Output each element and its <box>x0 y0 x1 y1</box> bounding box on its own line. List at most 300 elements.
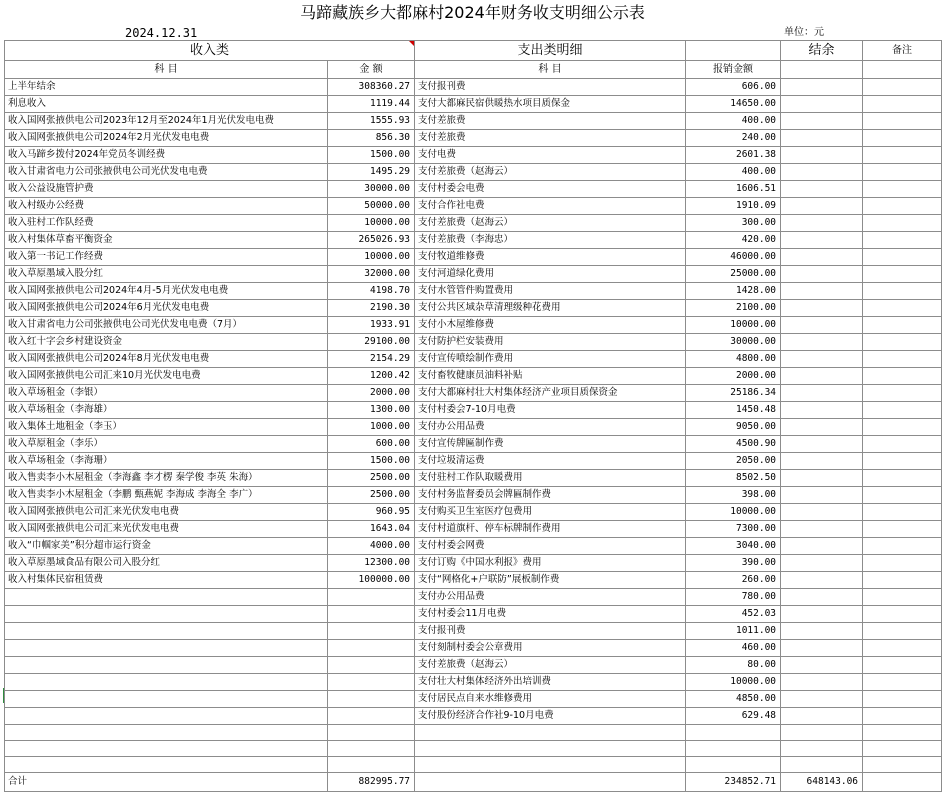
table-row <box>5 385 942 402</box>
expense-amount-cell[interactable]: 390.00 <box>686 555 781 572</box>
balance-cell[interactable] <box>781 96 863 113</box>
remarks-cell[interactable] <box>863 317 942 334</box>
income-amount-cell[interactable]: 1643.04 <box>328 521 415 538</box>
income-subject-cell[interactable] <box>5 623 328 640</box>
expense-subject-cell[interactable]: 支付“网格化+户联防”展板制作费 <box>415 572 686 589</box>
expense-amount-cell[interactable]: 420.00 <box>686 232 781 249</box>
balance-cell[interactable] <box>781 215 863 232</box>
expense-amount-cell[interactable]: 606.00 <box>686 79 781 96</box>
income-amount-cell[interactable]: 4000.00 <box>328 538 415 555</box>
remarks-cell[interactable] <box>863 300 942 317</box>
remarks-cell[interactable] <box>863 487 942 504</box>
expense-total[interactable]: 234852.71 <box>686 773 781 792</box>
income-amount-cell[interactable]: 100000.00 <box>328 572 415 589</box>
income-amount-cell[interactable] <box>328 708 415 725</box>
remarks-cell[interactable] <box>863 521 942 538</box>
income-amount-cell[interactable]: 960.95 <box>328 504 415 521</box>
balance-cell[interactable] <box>781 419 863 436</box>
expense-amount-cell[interactable]: 400.00 <box>686 113 781 130</box>
remarks-cell[interactable] <box>863 504 942 521</box>
expense-subject-cell[interactable]: 支付村务监督委员会牌匾制作费 <box>415 487 686 504</box>
expense-total-label-cell[interactable] <box>415 773 686 792</box>
remarks-cell[interactable] <box>863 334 942 351</box>
remarks-cell[interactable] <box>863 266 942 283</box>
income-subject-cell[interactable]: 收入草原租金（李乐） <box>5 436 328 453</box>
income-subject-cell[interactable]: 收入国网张掖供电公司汇来光伏发电电费 <box>5 504 328 521</box>
remarks-cell[interactable] <box>863 249 942 266</box>
income-subject-cell[interactable]: 收入村级办公经费 <box>5 198 328 215</box>
remarks-cell[interactable] <box>863 757 942 773</box>
expense-subject-cell[interactable]: 支付宣传喷绘制作费用 <box>415 351 686 368</box>
income-amount-cell[interactable] <box>328 589 415 606</box>
remarks-cell[interactable] <box>863 283 942 300</box>
income-subject-cell[interactable]: 收入草场租金（李海珊） <box>5 453 328 470</box>
income-amount-cell[interactable]: 50000.00 <box>328 198 415 215</box>
income-amount-cell[interactable]: 12300.00 <box>328 555 415 572</box>
expense-subject-cell[interactable]: 支付差旅费（李海忠） <box>415 232 686 249</box>
table-row <box>5 757 942 773</box>
income-subject-cell[interactable]: 收入村集体民宿租赁费 <box>5 572 328 589</box>
table-row <box>5 368 942 385</box>
income-subject-cell[interactable] <box>5 741 328 757</box>
expense-subject-cell[interactable]: 支付报刊费 <box>415 79 686 96</box>
expense-subject-cell[interactable]: 支付村委会电费 <box>415 181 686 198</box>
remarks-cell[interactable] <box>863 368 942 385</box>
balance-cell[interactable] <box>781 674 863 691</box>
income-subject-cell[interactable]: 收入国网张掖供电公司汇来10月光伏发电电费 <box>5 368 328 385</box>
expense-amount-cell[interactable]: 4850.00 <box>686 691 781 708</box>
table-row <box>5 198 942 215</box>
balance-cell[interactable] <box>781 487 863 504</box>
balance-cell[interactable] <box>781 232 863 249</box>
expense-amount-cell[interactable]: 2601.38 <box>686 147 781 164</box>
table-row <box>5 487 942 504</box>
balance-cell[interactable] <box>781 147 863 164</box>
balance-total[interactable]: 648143.06 <box>781 773 863 792</box>
income-subject-cell[interactable]: 收入国网张掖供电公司汇来光伏发电电费 <box>5 521 328 538</box>
balance-cell[interactable] <box>781 589 863 606</box>
income-subject-cell[interactable]: 利息收入 <box>5 96 328 113</box>
remarks-cell[interactable] <box>863 606 942 623</box>
expense-amount-cell[interactable]: 4500.90 <box>686 436 781 453</box>
income-subject-cell[interactable]: 上半年结余 <box>5 79 328 96</box>
income-subject-cell[interactable]: 收入国网张掖供电公司2023年12月至2024年1月光伏发电电费 <box>5 113 328 130</box>
balance-cell[interactable] <box>781 334 863 351</box>
expense-subject-cell[interactable]: 支付办公用品费 <box>415 419 686 436</box>
table-row <box>5 283 942 300</box>
table-row <box>5 232 942 249</box>
income-amount-cell[interactable]: 32000.00 <box>328 266 415 283</box>
expense-amount-cell[interactable] <box>686 741 781 757</box>
expense-amount-cell[interactable]: 10000.00 <box>686 674 781 691</box>
expense-header[interactable]: 支出类明细 <box>415 41 686 61</box>
income-amount-cell[interactable]: 856.30 <box>328 130 415 147</box>
expense-amount-cell[interactable]: 1428.00 <box>686 283 781 300</box>
remarks-cell[interactable] <box>863 198 942 215</box>
table-row <box>5 113 942 130</box>
unit-label: 单位：元 <box>784 27 824 38</box>
expense-subject-cell[interactable]: 支付订购《中国水利报》费用 <box>415 555 686 572</box>
income-amount-cell[interactable]: 1300.00 <box>328 402 415 419</box>
expense-amount-cell[interactable]: 629.48 <box>686 708 781 725</box>
income-subject-cell[interactable]: 收入红十字会乡村建设资金 <box>5 334 328 351</box>
remarks-cell[interactable] <box>863 215 942 232</box>
remarks-cell[interactable] <box>863 385 942 402</box>
expense-subject-cell[interactable]: 支付差旅费（赵海云） <box>415 215 686 232</box>
remarks-cell[interactable] <box>863 640 942 657</box>
expense-amount-cell[interactable]: 1910.09 <box>686 198 781 215</box>
income-subject-cell[interactable] <box>5 708 328 725</box>
table-row <box>5 334 942 351</box>
balance-cell[interactable] <box>781 368 863 385</box>
balance-cell[interactable] <box>781 317 863 334</box>
income-subject-cell[interactable] <box>5 725 328 741</box>
expense-amount-cell[interactable]: 1450.48 <box>686 402 781 419</box>
expense-subject-cell[interactable]: 支付水管管件购置费用 <box>415 283 686 300</box>
header-row-main <box>5 41 942 61</box>
remarks-cell[interactable] <box>863 436 942 453</box>
income-amount-cell[interactable]: 4198.70 <box>328 283 415 300</box>
income-amount-cell[interactable]: 29100.00 <box>328 334 415 351</box>
remarks-cell[interactable] <box>863 538 942 555</box>
expense-subject-cell[interactable]: 支付差旅费 <box>415 113 686 130</box>
balance-cell[interactable] <box>781 757 863 773</box>
remarks-cell[interactable] <box>863 572 942 589</box>
expense-amount-cell[interactable]: 460.00 <box>686 640 781 657</box>
expense-amount-cell[interactable]: 300.00 <box>686 215 781 232</box>
sheet-title: 马蹄藏族乡大都麻村2024年财务收支明细公示表 <box>300 3 645 22</box>
income-subject-cell[interactable] <box>5 657 328 674</box>
expense-subject-cell[interactable]: 支付牧道维修费 <box>415 249 686 266</box>
expense-subject-cell[interactable]: 支付河道绿化费用 <box>415 266 686 283</box>
expense-subject-cell[interactable]: 支付大都麻民宿供暖热水项目质保金 <box>415 96 686 113</box>
expense-amount-cell[interactable]: 7300.00 <box>686 521 781 538</box>
table-row <box>5 215 942 232</box>
remarks-cell[interactable] <box>863 79 942 96</box>
totals-label[interactable]: 合计 <box>5 773 328 792</box>
expense-subject-cell[interactable]: 支付电费 <box>415 147 686 164</box>
income-amount-cell[interactable]: 10000.00 <box>328 249 415 266</box>
expense-subject-cell[interactable]: 支付宣传牌匾制作费 <box>415 436 686 453</box>
table-row <box>5 300 942 317</box>
remarks-cell[interactable] <box>863 741 942 757</box>
table-row <box>5 436 942 453</box>
expense-subject-cell[interactable]: 支付垃圾清运费 <box>415 453 686 470</box>
expense-subject-cell[interactable]: 支付村道旗杆、停车标牌制作费用 <box>415 521 686 538</box>
header-row-sub <box>5 61 942 79</box>
income-subject-cell[interactable]: 收入集体土地租金（李玉） <box>5 419 328 436</box>
balance-cell[interactable] <box>781 623 863 640</box>
balance-cell[interactable] <box>781 351 863 368</box>
remarks-cell[interactable] <box>863 623 942 640</box>
expense-amount-cell[interactable]: 2100.00 <box>686 300 781 317</box>
income-subject-cell[interactable] <box>5 640 328 657</box>
expense-amount-cell[interactable]: 46000.00 <box>686 249 781 266</box>
table-row <box>5 79 942 96</box>
income-subject-cell[interactable]: 收入草场租金（李海雄） <box>5 402 328 419</box>
income-amount-header[interactable]: 金 额 <box>328 61 415 79</box>
expense-amount-cell[interactable]: 398.00 <box>686 487 781 504</box>
expense-subject-cell[interactable]: 支付大都麻村壮大村集体经济产业项目质保资金 <box>415 385 686 402</box>
expense-amount-cell[interactable]: 780.00 <box>686 589 781 606</box>
income-subject-cell[interactable]: 收入“巾帼家美”积分超市运行资金 <box>5 538 328 555</box>
income-subject-cell[interactable]: 收入第一书记工作经费 <box>5 249 328 266</box>
blank-header-cell[interactable] <box>686 41 781 61</box>
expense-amount-cell[interactable]: 452.03 <box>686 606 781 623</box>
expense-subject-cell[interactable]: 支付防护栏安装费用 <box>415 334 686 351</box>
expense-amount-cell[interactable]: 400.00 <box>686 164 781 181</box>
remarks-header[interactable]: 备注 <box>863 41 942 61</box>
income-subject-cell[interactable] <box>5 757 328 773</box>
expense-subject-cell[interactable] <box>415 741 686 757</box>
income-subject-header[interactable]: 科 目 <box>5 61 328 79</box>
income-subject-cell[interactable]: 收入国网张掖供电公司2024年8月光伏发电电费 <box>5 351 328 368</box>
income-subject-cell[interactable]: 收入国网张掖供电公司2024年2月光伏发电电费 <box>5 130 328 147</box>
expense-subject-cell[interactable]: 支付刻制村委会公章费用 <box>415 640 686 657</box>
income-amount-cell[interactable] <box>328 657 415 674</box>
income-amount-cell[interactable]: 265026.93 <box>328 232 415 249</box>
expense-subject-cell[interactable]: 支付差旅费 <box>415 130 686 147</box>
income-amount-cell[interactable]: 308360.27 <box>328 79 415 96</box>
expense-subject-cell[interactable]: 支付公共区域杂草清理级种花费用 <box>415 300 686 317</box>
income-subject-cell[interactable] <box>5 606 328 623</box>
balance-cell[interactable] <box>781 300 863 317</box>
expense-subject-cell[interactable]: 支付合作社电费 <box>415 198 686 215</box>
income-amount-cell[interactable]: 600.00 <box>328 436 415 453</box>
balance-cell[interactable] <box>781 572 863 589</box>
remarks-cell[interactable] <box>863 113 942 130</box>
expense-amount-cell[interactable]: 1011.00 <box>686 623 781 640</box>
balance-header[interactable]: 结余 <box>781 41 863 61</box>
income-subject-cell[interactable]: 收入甘肃省电力公司张掖供电公司光伏发电电费（7月） <box>5 317 328 334</box>
balance-cell[interactable] <box>781 741 863 757</box>
expense-subject-cell[interactable]: 支付村委会11月电费 <box>415 606 686 623</box>
income-amount-cell[interactable]: 1500.00 <box>328 453 415 470</box>
income-subject-cell[interactable]: 收入草场租金（李银） <box>5 385 328 402</box>
remarks-cell[interactable] <box>863 674 942 691</box>
table-row <box>5 623 942 640</box>
balance-cell[interactable] <box>781 555 863 572</box>
table-row <box>5 640 942 657</box>
income-subject-cell[interactable]: 收入草原墨域食品有限公司入股分红 <box>5 555 328 572</box>
balance-cell[interactable] <box>781 521 863 538</box>
income-subject-cell[interactable]: 收入公益设施管护费 <box>5 181 328 198</box>
income-amount-cell[interactable]: 2500.00 <box>328 487 415 504</box>
income-amount-cell[interactable]: 1555.93 <box>328 113 415 130</box>
remarks-cell[interactable] <box>863 402 942 419</box>
table-row <box>5 741 942 757</box>
income-amount-cell[interactable]: 1933.91 <box>328 317 415 334</box>
table-row <box>5 691 942 708</box>
income-amount-cell[interactable]: 1200.42 <box>328 368 415 385</box>
income-header[interactable]: 收入类 <box>5 41 415 61</box>
expense-amount-cell[interactable]: 240.00 <box>686 130 781 147</box>
balance-cell[interactable] <box>781 402 863 419</box>
balance-cell[interactable] <box>781 436 863 453</box>
income-subject-cell[interactable]: 收入甘肃省电力公司张掖供电公司光伏发电电费 <box>5 164 328 181</box>
income-subject-cell[interactable]: 收入国网张掖供电公司2024年4月-5月光伏发电电费 <box>5 283 328 300</box>
expense-subject-cell[interactable]: 支付村委会7-10月电费 <box>415 402 686 419</box>
balance-cell[interactable] <box>781 538 863 555</box>
expense-amount-cell[interactable]: 260.00 <box>686 572 781 589</box>
income-subject-cell[interactable]: 收入草原墨域入股分红 <box>5 266 328 283</box>
expense-amount-cell[interactable]: 3040.00 <box>686 538 781 555</box>
table-row <box>5 725 942 741</box>
income-subject-cell[interactable]: 收入国网张掖供电公司2024年6月光伏发电电费 <box>5 300 328 317</box>
table-row <box>5 521 942 538</box>
remarks-cell[interactable] <box>863 470 942 487</box>
table-row <box>5 419 942 436</box>
balance-cell[interactable] <box>781 181 863 198</box>
income-amount-cell[interactable] <box>328 691 415 708</box>
remarks-cell[interactable] <box>863 555 942 572</box>
balance-cell[interactable] <box>781 691 863 708</box>
income-amount-cell[interactable] <box>328 623 415 640</box>
income-amount-cell[interactable] <box>328 674 415 691</box>
expense-amount-cell[interactable]: 1606.51 <box>686 181 781 198</box>
expense-amount-cell[interactable]: 2050.00 <box>686 453 781 470</box>
expense-amount-cell[interactable]: 80.00 <box>686 657 781 674</box>
expense-subject-cell[interactable]: 支付村委会网费 <box>415 538 686 555</box>
income-subject-cell[interactable]: 收入村集体草畜平衡资金 <box>5 232 328 249</box>
remarks-cell[interactable] <box>863 725 942 741</box>
expense-subject-cell[interactable]: 支付驻村工作队取暖费用 <box>415 470 686 487</box>
remarks-cell[interactable] <box>863 419 942 436</box>
balance-cell[interactable] <box>781 606 863 623</box>
remarks-cell[interactable] <box>863 232 942 249</box>
income-subject-cell[interactable] <box>5 674 328 691</box>
table-row <box>5 538 942 555</box>
table-row <box>5 708 942 725</box>
balance-cell[interactable] <box>781 283 863 300</box>
table-row <box>5 504 942 521</box>
table-row <box>5 147 942 164</box>
expense-subject-cell[interactable]: 支付股份经济合作社9-10月电费 <box>415 708 686 725</box>
balance-cell[interactable] <box>781 198 863 215</box>
expense-subject-cell[interactable]: 支付居民点自来水维修费用 <box>415 691 686 708</box>
expense-subject-cell[interactable] <box>415 725 686 741</box>
income-amount-cell[interactable]: 1000.00 <box>328 419 415 436</box>
table-row <box>5 96 942 113</box>
table-row <box>5 555 942 572</box>
balance-cell[interactable] <box>781 725 863 741</box>
income-amount-cell[interactable]: 2000.00 <box>328 385 415 402</box>
expense-subject-cell[interactable]: 支付差旅费（赵海云） <box>415 657 686 674</box>
totals-row <box>5 773 942 792</box>
income-subject-cell[interactable]: 收入售卖李小木屋租金（李鹏 甄燕妮 李海成 李海全 李广） <box>5 487 328 504</box>
expense-subject-cell[interactable]: 支付畜牧健康员油料补贴 <box>415 368 686 385</box>
expense-amount-cell[interactable] <box>686 725 781 741</box>
remarks-cell[interactable] <box>863 657 942 674</box>
remarks-cell[interactable] <box>863 147 942 164</box>
expense-subject-cell[interactable]: 支付壮大村集体经济外出培训费 <box>415 674 686 691</box>
table-row <box>5 453 942 470</box>
income-amount-cell[interactable] <box>328 640 415 657</box>
balance-cell[interactable] <box>781 266 863 283</box>
income-amount-cell[interactable]: 1119.44 <box>328 96 415 113</box>
report-date: 2024.12.31 <box>125 26 198 40</box>
income-amount-cell[interactable]: 30000.00 <box>328 181 415 198</box>
balance-cell[interactable] <box>781 640 863 657</box>
income-subject-cell[interactable]: 收入驻村工作队经费 <box>5 215 328 232</box>
expense-amount-cell[interactable]: 4800.00 <box>686 351 781 368</box>
table-row <box>5 181 942 198</box>
expense-amount-cell[interactable]: 25186.34 <box>686 385 781 402</box>
balance-cell[interactable] <box>781 130 863 147</box>
expense-amount-cell[interactable]: 14650.00 <box>686 96 781 113</box>
income-amount-cell[interactable]: 1495.29 <box>328 164 415 181</box>
income-amount-cell[interactable] <box>328 741 415 757</box>
expense-amount-cell[interactable]: 10000.00 <box>686 317 781 334</box>
balance-cell[interactable] <box>781 79 863 96</box>
balance-cell[interactable] <box>781 113 863 130</box>
expense-amount-cell[interactable]: 25000.00 <box>686 266 781 283</box>
expense-subject-cell[interactable] <box>415 757 686 773</box>
income-subject-cell[interactable]: 收入售卖李小木屋租金（李海鑫 李才楞 秦学俊 李英 朱海） <box>5 470 328 487</box>
income-amount-cell[interactable] <box>328 725 415 741</box>
remarks-cell[interactable] <box>863 181 942 198</box>
balance-cell[interactable] <box>781 385 863 402</box>
expense-subject-cell[interactable]: 支付差旅费（赵海云） <box>415 164 686 181</box>
balance-cell[interactable] <box>781 504 863 521</box>
remarks-cell[interactable] <box>863 453 942 470</box>
balance-cell[interactable] <box>781 708 863 725</box>
remarks-cell[interactable] <box>863 164 942 181</box>
income-subject-cell[interactable] <box>5 589 328 606</box>
expense-subject-header[interactable]: 科 目 <box>415 61 686 79</box>
income-amount-cell[interactable] <box>328 757 415 773</box>
remarks-cell[interactable] <box>863 130 942 147</box>
remarks-cell[interactable] <box>863 589 942 606</box>
income-subject-cell[interactable]: 收入马蹄乡拨付2024年党员冬训经费 <box>5 147 328 164</box>
finance-table <box>4 40 942 792</box>
income-amount-cell[interactable]: 2190.30 <box>328 300 415 317</box>
expense-subject-cell[interactable]: 支付购买卫生室医疗包费用 <box>415 504 686 521</box>
expense-amount-cell[interactable] <box>686 757 781 773</box>
balance-cell[interactable] <box>781 164 863 181</box>
expense-amount-cell[interactable]: 9050.00 <box>686 419 781 436</box>
remarks-cell[interactable] <box>863 708 942 725</box>
balance-sub-cell[interactable] <box>781 61 863 79</box>
table-row <box>5 130 942 147</box>
reimbursed-header[interactable]: 报销金额 <box>686 61 781 79</box>
balance-cell[interactable] <box>781 657 863 674</box>
expense-amount-cell[interactable]: 10000.00 <box>686 504 781 521</box>
balance-cell[interactable] <box>781 453 863 470</box>
table-row <box>5 589 942 606</box>
income-amount-cell[interactable]: 1500.00 <box>328 147 415 164</box>
income-amount-cell[interactable]: 10000.00 <box>328 215 415 232</box>
expense-amount-cell[interactable]: 2000.00 <box>686 368 781 385</box>
expense-amount-cell[interactable]: 30000.00 <box>686 334 781 351</box>
income-amount-cell[interactable]: 2500.00 <box>328 470 415 487</box>
remarks-sub-cell[interactable] <box>863 61 942 79</box>
remarks-total-cell[interactable] <box>863 773 942 792</box>
expense-subject-cell[interactable]: 支付小木屋维修费 <box>415 317 686 334</box>
expense-subject-cell[interactable]: 支付报刊费 <box>415 623 686 640</box>
balance-cell[interactable] <box>781 249 863 266</box>
expense-amount-cell[interactable]: 8502.50 <box>686 470 781 487</box>
expense-subject-cell[interactable]: 支付办公用品费 <box>415 589 686 606</box>
remarks-cell[interactable] <box>863 351 942 368</box>
income-amount-cell[interactable] <box>328 606 415 623</box>
income-subject-cell[interactable] <box>5 691 328 708</box>
remarks-cell[interactable] <box>863 96 942 113</box>
remarks-cell[interactable] <box>863 691 942 708</box>
balance-cell[interactable] <box>781 470 863 487</box>
income-total[interactable]: 882995.77 <box>328 773 415 792</box>
income-amount-cell[interactable]: 2154.29 <box>328 351 415 368</box>
